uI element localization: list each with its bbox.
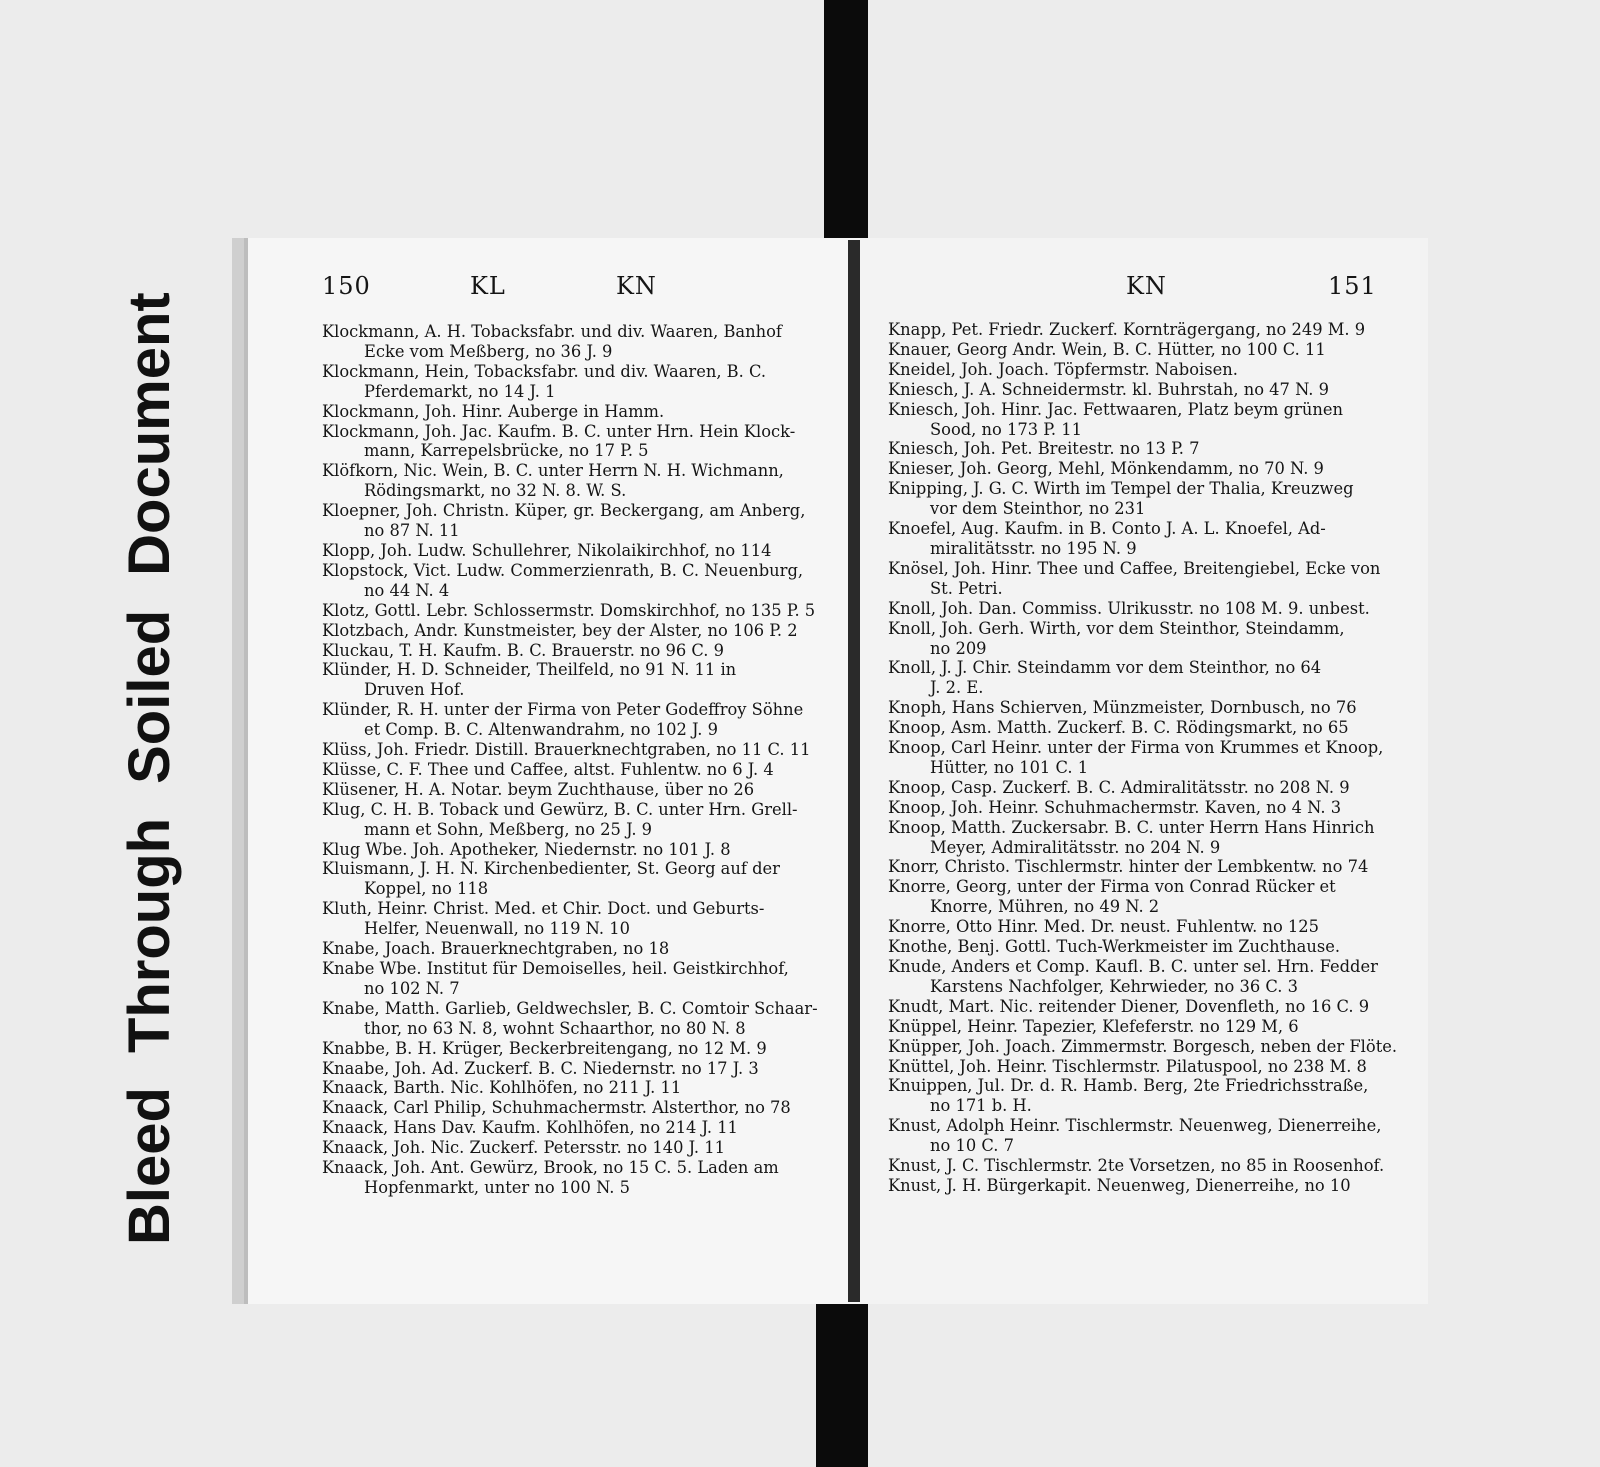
entry-line: Knoop, Joh. Heinr. Schuhmachermstr. Kaven, no 4 N. 3	[888, 797, 1342, 817]
entry-line: Kluismann, J. H. N. Kirchenbedienter, St. Georg auf der	[322, 859, 780, 879]
entry-line: Knabe, Matth. Garlieb, Geldwechsler, B. C. Comtoir Schaar-	[322, 998, 818, 1018]
entry-line: Knorre, Otto Hinr. Med. Dr. neust. Fuhlentw. no 125	[888, 917, 1320, 937]
entry-continuation-line: Sood, no 173 P. 11	[930, 419, 1082, 439]
entry-line: Klotzbach, Andr. Kunstmeister, bey der Alster, no 106 P. 2	[322, 620, 798, 640]
entry-line: Klüsse, C. F. Thee und Caffee, altst. Fuhlentw. no 6 J. 4	[322, 759, 774, 779]
entry-line: Knieser, Joh. Georg, Mehl, Mönkendamm, no 70 N. 9	[888, 459, 1324, 479]
binding-spine-bottom	[816, 1304, 868, 1467]
entry-line: Klug, C. H. B. Toback und Gewürz, B. C. unter Hrn. Grell-	[322, 799, 798, 819]
entry-line: Knust, J. C. Tischlermstr. 2te Vorsetzen, no 85 in Roosenhof.	[888, 1156, 1385, 1176]
entry-continuation-line: no 102 N. 7	[364, 978, 460, 998]
entry-line: Knüttel, Joh. Heinr. Tischlermstr. Pilatuspool, no 238 M. 8	[888, 1056, 1367, 1076]
left-directory-entries	[322, 322, 822, 1198]
entry-continuation-line: thor, no 63 N. 8, wohnt Schaarthor, no 80 N. 8	[364, 1018, 746, 1038]
entry-line: Kloepner, Joh. Christn. Küper, gr. Beckergang, am Anberg,	[322, 501, 806, 521]
entry-continuation-line: Meyer, Admiralitätsstr. no 204 N. 9	[930, 837, 1221, 857]
entry-continuation-line: no 171 b. H.	[930, 1096, 1032, 1116]
entry-line: Klöfkorn, Nic. Wein, B. C. unter Herrn N. H. Wichmann,	[322, 461, 784, 481]
left-header-letters: KL	[470, 272, 506, 300]
entry-continuation-line: Knorre, Mühren, no 49 N. 2	[930, 897, 1160, 917]
book-gutter	[848, 240, 860, 1302]
entry-continuation-line: mann et Sohn, Meßberg, no 25 J. 9	[364, 819, 653, 839]
entry-line: Klockmann, Joh. Jac. Kaufm. B. C. unter Hrn. Hein Klock-	[322, 421, 796, 441]
entry-line: Knoop, Casp. Zuckerf. B. C. Admiralitätsstr. no 208 N. 9	[888, 777, 1350, 797]
entry-line: Klockmann, Joh. Hinr. Auberge in Hamm.	[322, 401, 665, 421]
entry-line: Knude, Anders et Comp. Kaufl. B. C. unter sel. Hrn. Fedder	[888, 957, 1378, 976]
entry-continuation-line: St. Petri.	[930, 578, 1003, 598]
entry-line: Knorr, Christo. Tischlermstr. hinter der Lembkentw. no 74	[888, 857, 1369, 877]
entry-continuation-line: mann, Karrepelsbrücke, no 17 P. 5	[364, 441, 649, 461]
entry-line: Kluckau, T. H. Kaufm. B. C. Brauerstr. no 96 C. 9	[322, 640, 725, 660]
entry-line: Knoop, Carl Heinr. unter der Firma von Krummes et Knoop,	[888, 738, 1384, 758]
entry-line: Knoop, Matth. Zuckersabr. B. C. unter Herrn Hans Hinrich	[888, 817, 1375, 837]
entry-line: Klockmann, A. H. Tobacksfabr. und div. Waaren, Banhof	[322, 322, 782, 341]
entry-continuation-line: Ecke vom Meßberg, no 36 J. 9	[364, 341, 613, 361]
entry-line: Klockmann, Hein, Tobacksfabr. und div. Waaren, B. C.	[322, 361, 767, 381]
entry-line: Knaack, Carl Philip, Schuhmachermstr. Alsterthor, no 78	[322, 1098, 791, 1118]
entry-line: Kluth, Heinr. Christ. Med. et Chir. Doct. und Geburts-	[322, 899, 765, 919]
side-label-word: Document	[117, 292, 182, 576]
entry-continuation-line: Hütter, no 101 C. 1	[930, 757, 1089, 777]
entry-continuation-line: Pferdemarkt, no 14 J. 1	[364, 381, 556, 401]
entry-line: Kneidel, Joh. Joach. Töpfermstr. Naboisen.	[888, 359, 1238, 379]
entry-line: Knaabe, Joh. Ad. Zuckerf. B. C. Niedernstr. no 17 J. 3	[322, 1058, 759, 1078]
entry-line: Kniesch, Joh. Pet. Breitestr. no 13 P. 7	[888, 439, 1200, 459]
entry-line: Knoefel, Aug. Kaufm. in B. Conto J. A. L. Knoefel, Ad-	[888, 519, 1326, 539]
entry-line: Knaack, Joh. Ant. Gewürz, Brook, no 15 C. 5. Laden am	[322, 1158, 779, 1178]
entry-line: Knabbe, B. H. Krüger, Beckerbreitengang, no 12 M. 9	[322, 1038, 767, 1058]
entry-line: Knabe Wbe. Institut für Demoiselles, heil. Geistkirchhof,	[322, 959, 789, 978]
entry-line: Knipping, J. G. C. Wirth im Tempel der Thalia, Kreuzweg	[888, 479, 1354, 499]
entry-line: Knoll, Joh. Gerh. Wirth, vor dem Steinthor, Steindamm,	[888, 618, 1345, 638]
entry-line: Knuippen, Jul. Dr. d. R. Hamb. Berg, 2te Friedrichsstraße,	[888, 1076, 1369, 1096]
entry-line: Knust, J. H. Bürgerkapit. Neuenweg, Dienerreihe, no 10	[888, 1175, 1351, 1195]
entry-line: Knüppel, Heinr. Tapezier, Klefeferstr. no 129 M, 6	[888, 1016, 1299, 1036]
entry-line: Knoph, Hans Schierven, Münzmeister, Dornbusch, no 76	[888, 698, 1357, 718]
entry-line: Knothe, Benj. Gottl. Tuch-Werkmeister im Zuchthause.	[888, 937, 1341, 957]
entry-line: Knaack, Joh. Nic. Zuckerf. Petersstr. no 140 J. 11	[322, 1138, 725, 1158]
right-page-number: 151	[1328, 272, 1377, 300]
entry-continuation-line: Hopfenmarkt, unter no 100 N. 5	[364, 1177, 630, 1197]
entry-line: Knust, Adolph Heinr. Tischlermstr. Neuenweg, Dienerreihe,	[888, 1116, 1382, 1136]
entry-line: Klüsener, H. A. Notar. beym Zuchthause, über no 26	[322, 779, 755, 799]
entry-continuation-line: Rödingsmarkt, no 32 N. 8. W. S.	[364, 481, 627, 501]
entry-continuation-line: Druven Hof.	[364, 680, 465, 700]
entry-line: Knauer, Georg Andr. Wein, B. C. Hütter, no 100 C. 11	[888, 339, 1326, 359]
entry-line: Knoop, Asm. Matth. Zuckerf. B. C. Rödingsmarkt, no 65	[888, 718, 1349, 738]
entry-line: Knabe, Joach. Brauerknechtgraben, no 18	[322, 939, 670, 959]
entry-continuation-line: no 44 N. 4	[364, 580, 450, 600]
side-label-word: Soiled	[117, 609, 182, 784]
entry-line: Knorre, Georg, unter der Firma von Conrad Rücker et	[888, 877, 1336, 897]
right-directory-entries	[888, 320, 1396, 1196]
entry-continuation-line: vor dem Steinthor, no 231	[930, 499, 1146, 519]
entry-line: Knudt, Mart. Nic. reitender Diener, Dovenfleth, no 16 C. 9	[888, 996, 1370, 1016]
side-label	[110, 245, 190, 1245]
entry-continuation-line: J. 2. E.	[930, 678, 984, 698]
entry-continuation-line: no 209	[930, 638, 987, 658]
left-page-number: 150	[322, 272, 371, 300]
side-label-word: Through	[117, 817, 182, 1054]
entry-line: Klünder, R. H. unter der Firma von Peter Godeffroy Söhne	[322, 700, 804, 720]
entry-continuation-line: Helfer, Neuenwall, no 119 N. 10	[364, 919, 630, 939]
entry-line: Klopp, Joh. Ludw. Schullehrer, Nikolaikirchhof, no 114	[322, 540, 772, 560]
entry-line: Kniesch, Joh. Hinr. Jac. Fettwaaren, Platz beym grünen	[888, 399, 1343, 419]
entry-line: Klünder, H. D. Schneider, Theilfeld, no 91 N. 11 in	[322, 660, 737, 680]
entry-line: Knösel, Joh. Hinr. Thee und Caffee, Breitengiebel, Ecke von	[888, 558, 1381, 578]
entry-line: Klug Wbe. Joh. Apotheker, Niedernstr. no 101 J. 8	[322, 839, 731, 859]
entry-line: Kniesch, J. A. Schneidermstr. kl. Buhrstah, no 47 N. 9	[888, 379, 1329, 399]
entry-continuation-line: no 10 C. 7	[930, 1136, 1014, 1156]
side-label-word: Bleed	[117, 1087, 182, 1245]
entry-line: Klotz, Gottl. Lebr. Schlossermstr. Domskirchhof, no 135 P. 5	[322, 600, 816, 620]
entry-continuation-line: miralitätsstr. no 195 N. 9	[930, 538, 1137, 558]
entry-line: Knüpper, Joh. Joach. Zimmermstr. Borgesch, neben der Flöte.	[888, 1036, 1398, 1056]
entry-line: Knoll, J. J. Chir. Steindamm vor dem Steinthor, no 64	[888, 658, 1322, 678]
entry-continuation-line: no 87 N. 11	[364, 521, 460, 541]
entry-line: Knaack, Barth. Nic. Kohlhöfen, no 211 J. 11	[322, 1078, 682, 1098]
entry-line: Knoll, Joh. Dan. Commiss. Ulrikusstr. no 108 M. 9. unbest.	[888, 598, 1370, 618]
binding-spine-top	[824, 0, 868, 244]
entry-line: Knapp, Pet. Friedr. Zuckerf. Kornträgergang, no 249 M. 9	[888, 320, 1366, 339]
entry-continuation-line: Karstens Nachfolger, Kehrwieder, no 36 C. 3	[930, 976, 1298, 996]
left-header-letters-2: KN	[616, 272, 657, 300]
entry-line: Knaack, Hans Dav. Kaufm. Kohlhöfen, no 214 J. 11	[322, 1118, 738, 1138]
entry-continuation-line: Koppel, no 118	[364, 879, 489, 899]
entry-line: Klopstock, Vict. Ludw. Commerzienrath, B. C. Neuenburg,	[322, 560, 804, 580]
entry-continuation-line: et Comp. B. C. Altenwandrahm, no 102 J. 9	[364, 720, 718, 740]
entry-line: Klüss, Joh. Friedr. Distill. Brauerknechtgraben, no 11 C. 11	[322, 740, 811, 760]
right-header-letters: KN	[1126, 272, 1167, 300]
